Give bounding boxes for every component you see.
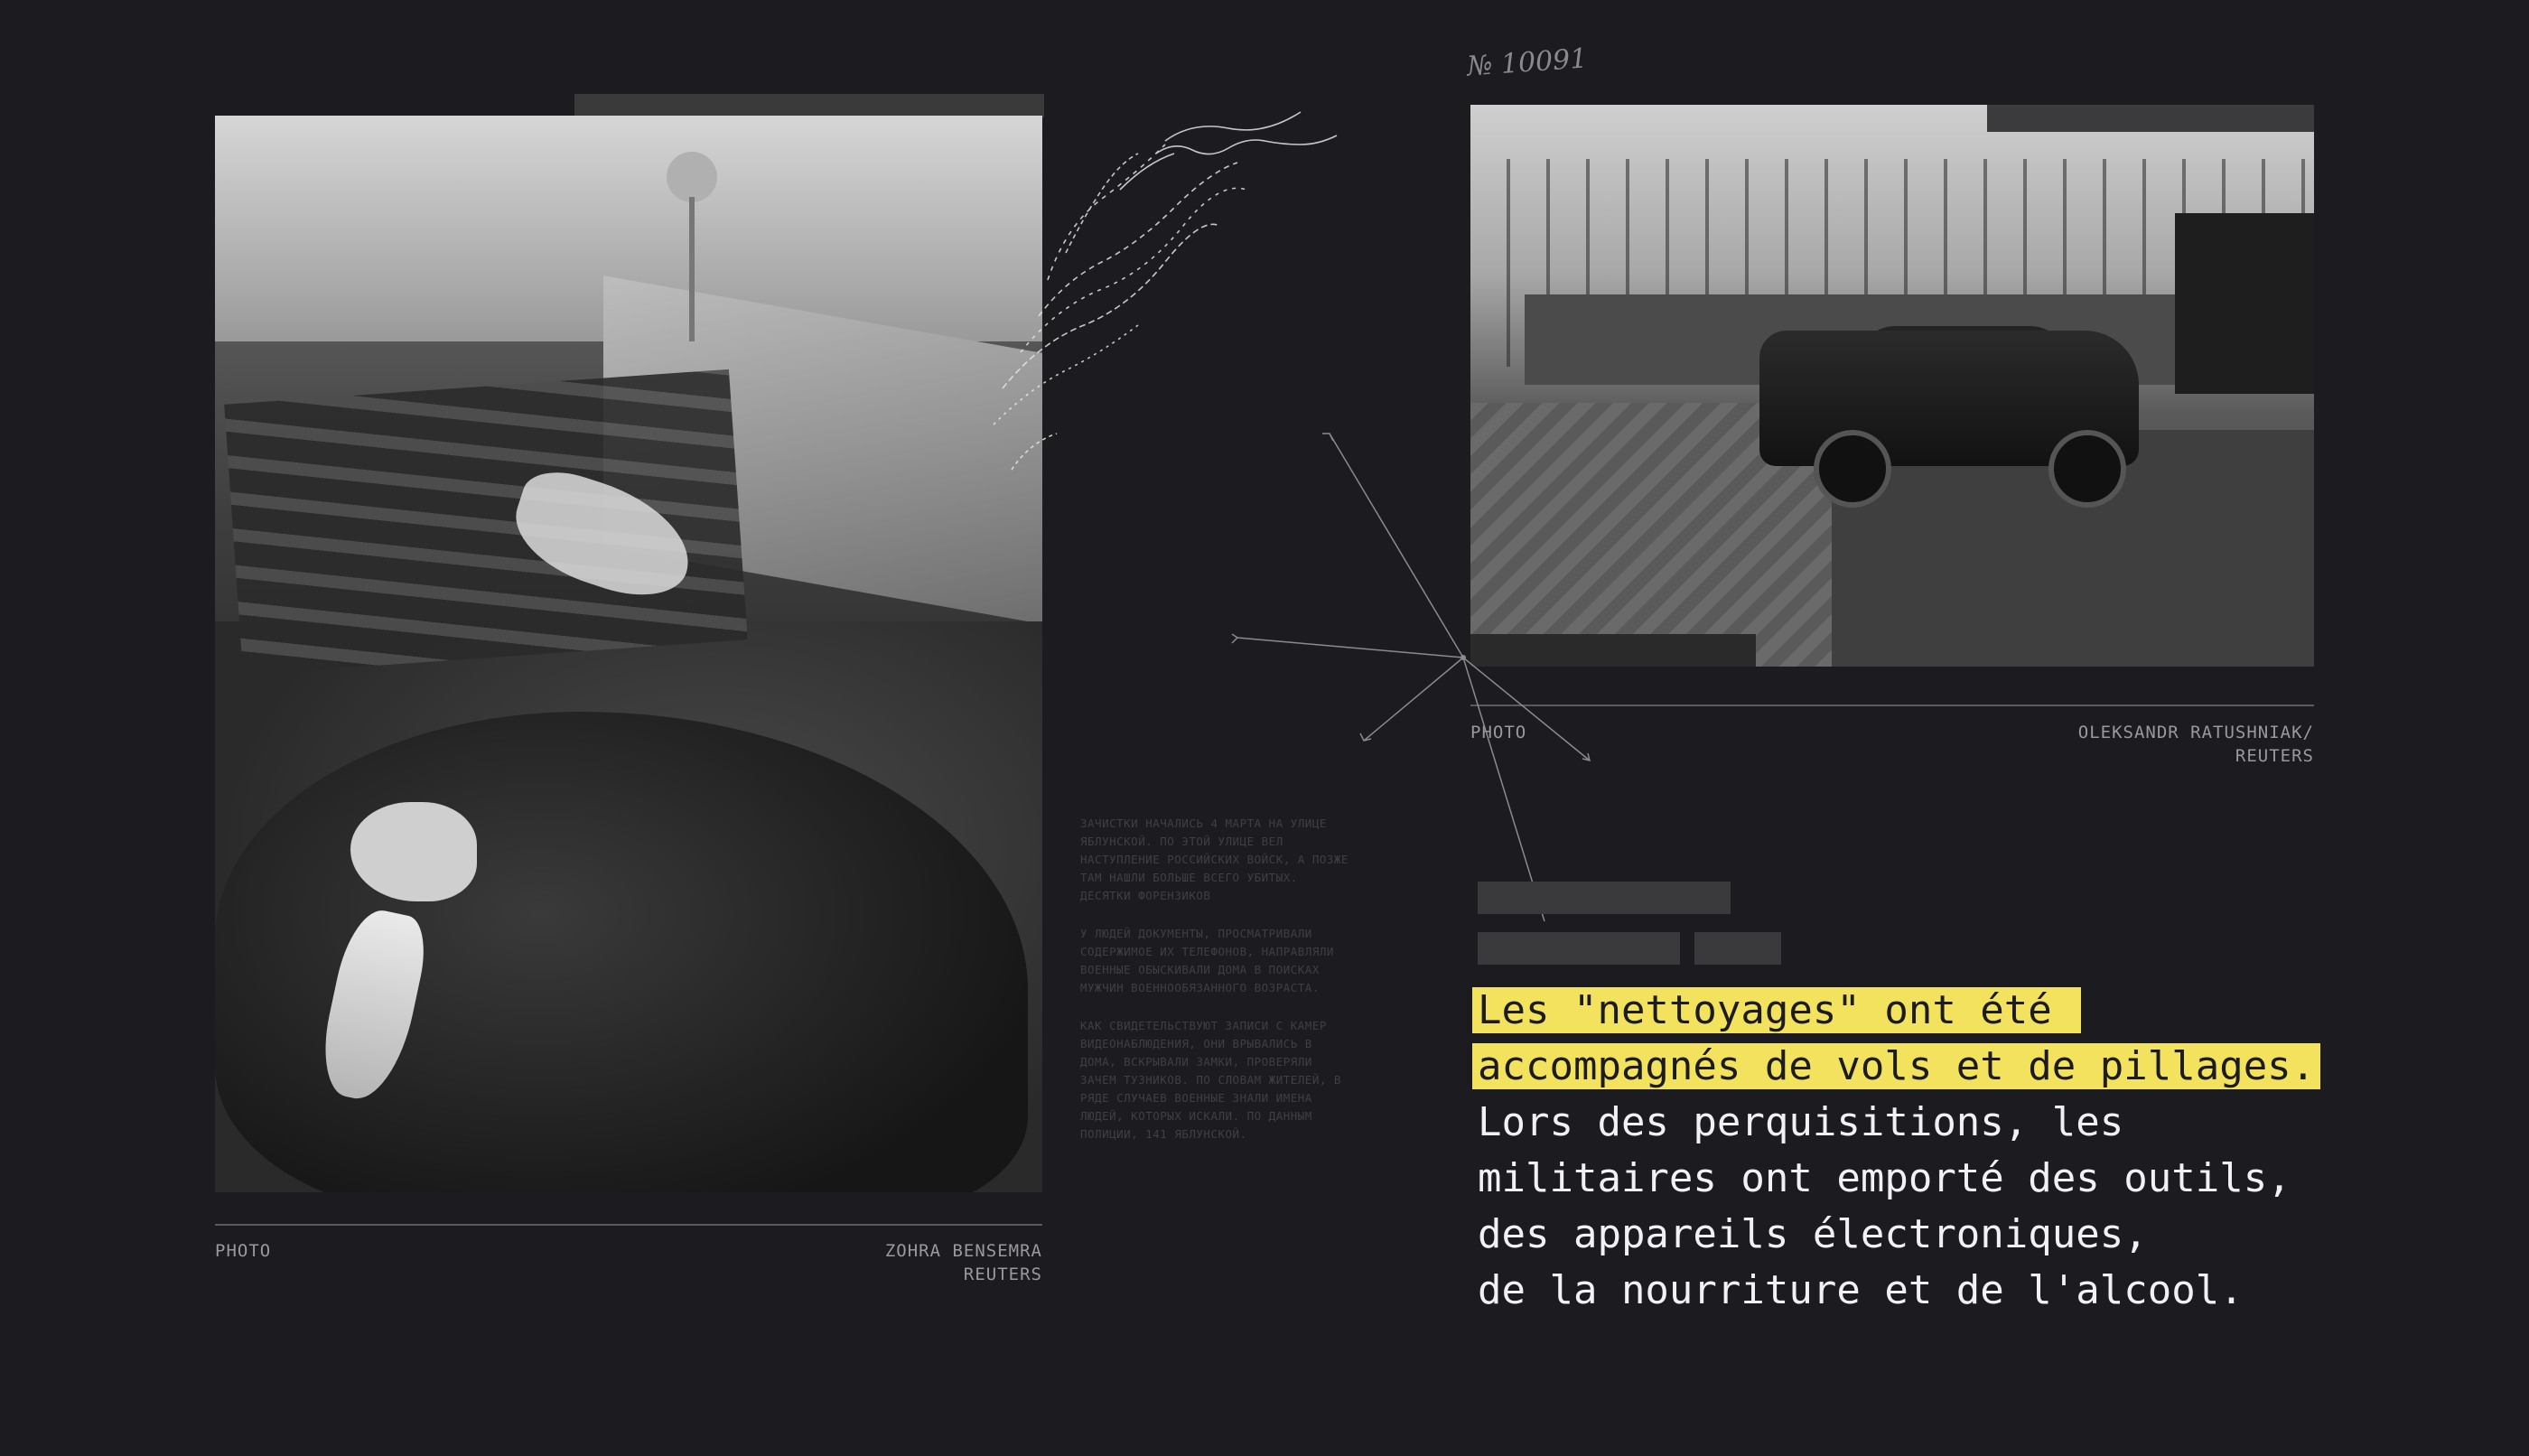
archive-number: № 10091 [1465,42,1589,83]
road-sign [667,152,717,202]
wooden-pallets [224,369,748,675]
car-wheel-rear [2048,430,2126,508]
photo-tab-decoration-right [1987,105,2314,132]
photo-kiosk [2175,213,2314,394]
right-credit-line1: OLEKSANDR RATUSHNIAK/ [2077,723,2314,742]
story-line: des appareils électroniques, [1478,1211,2148,1257]
left-caption-rule [215,1224,1042,1226]
document-paragraph: КАК СВИДЕТЕЛЬСТВУЮТ ЗАПИСИ С КАМЕР ВИДЕОНАБЛЮДЕНИЯ, ОНИ ВРЫВАЛИСЬ В ДОМА, ВСКРЫВАЛИ ЗАМКИ, ПРОВЕРЯЛИ ЗАЧЕМ ТУЗНИКОВ. ПО СЛОВАМ ЖИТЕЛЕЙ, В РЯДЕ СЛУЧАЕВ ВОЕННЫЕ ЗНАЛИ ИМЕНА ЛЮДЕЙ, КОТОРЫХ ИСКАЛИ. ПО ДАННЫМ ПОЛИЦИИ, 141 ЯБЛУНСКОЙ. [1080,1019,1341,1141]
document-paragraph: У ЛЮДЕЙ ДОКУМЕНТЫ, ПРОСМАТРИВАЛИ СОДЕРЖИМОЕ ИХ ТЕЛЕФОНОВ, НАПРАВЛЯЛИ ВОЕННЫЕ ОБЫСКИВАЛИ ДОМА В ПОИСКАХ МУЖЧИН ВОЕННООБЯЗАННОГО ВОЗРАСТА. [1080,927,1334,994]
right-credit-line2: REUTERS [2235,746,2314,766]
left-credit-line1: ZOHRA BENSEMRA [884,1241,1042,1261]
redaction-bar [1694,932,1781,965]
main-story-text [1478,983,2363,1319]
story-line: de la nourriture et de l'alcool. [1478,1267,2244,1313]
left-photo-credit [813,1239,1042,1286]
document-paragraph: ЗАЧИСТКИ НАЧАЛИСЬ 4 МАРТА НА УЛИЦЕ ЯБЛУНСКОЙ. ПО ЭТОЙ УЛИЦЕ ВЕЛ НАСТУПЛЕНИЕ РОССИЙСКИХ ВОЙСК, А ПОЗЖЕ ТАМ НАШЛИ БОЛЬШЕ ВСЕГО УБИТЫХ. ДЕСЯТКИ ФОРЕНЗИКОВ [1080,817,1348,902]
story-line: Lors des perquisitions, les [1478,1099,2124,1145]
sign-pole [689,197,695,341]
story-line: militaires ont emporté des outils, [1478,1155,2291,1201]
archive-document-text [1080,815,1351,1163]
right-photo-credit [1987,721,2314,768]
redaction-bar [1478,932,1680,965]
car-wheel-front [1814,430,1891,508]
left-credit-line2: REUTERS [963,1265,1042,1284]
highlighted-text: accompagnés de vols et de pillages. [1472,1043,2320,1089]
redaction-bar [1478,882,1731,914]
right-photo-caption-label: PHOTO [1470,723,1527,742]
left-photo-caption-label: PHOTO [215,1241,272,1261]
highlighted-text: Les "nettoyages" ont été [1472,987,2081,1033]
bound-hands [350,802,477,901]
